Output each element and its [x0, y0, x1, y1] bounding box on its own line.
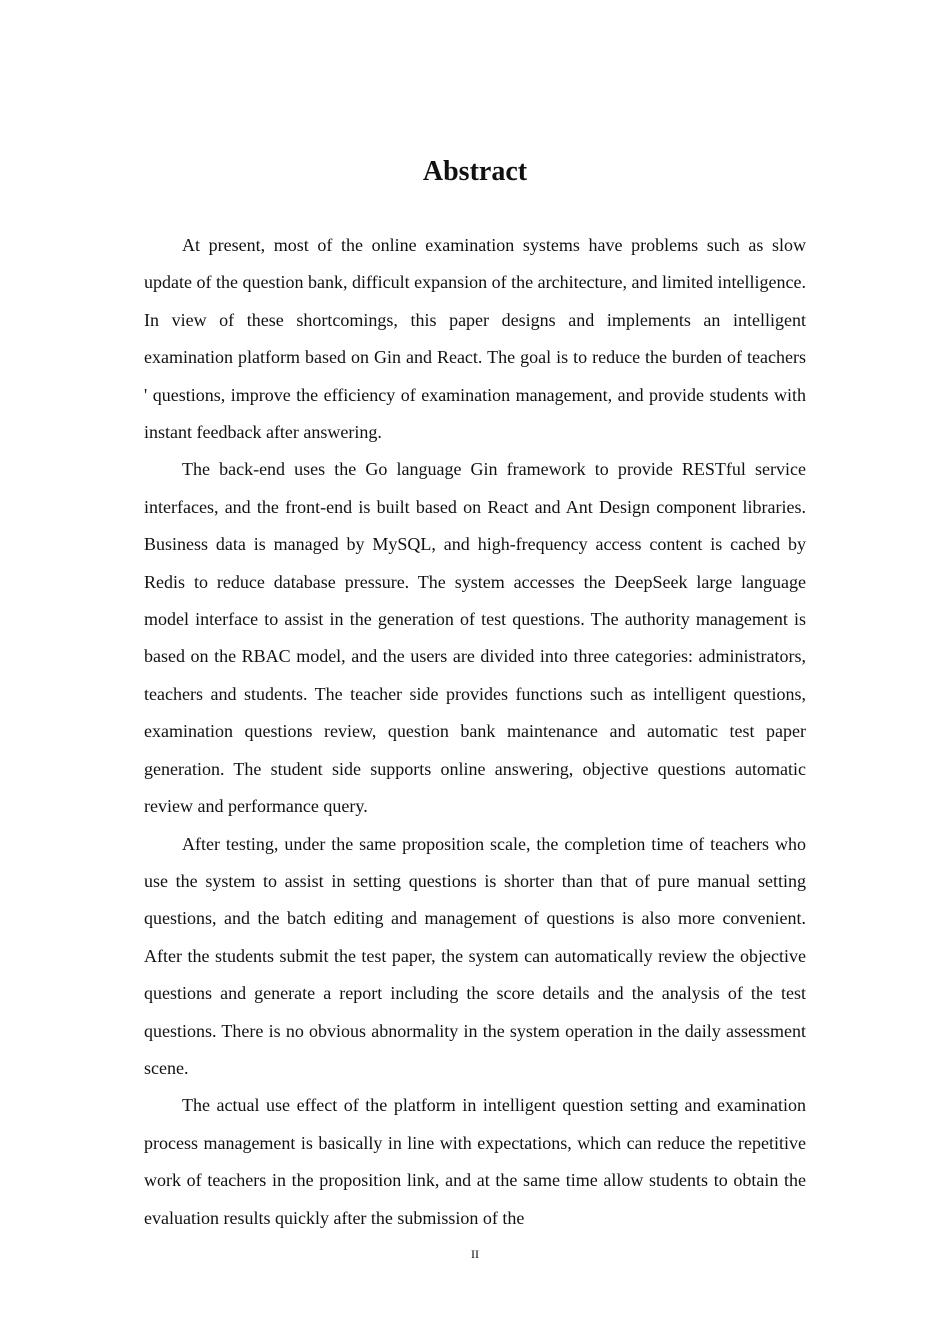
page-number: II [471, 1247, 479, 1261]
abstract-paragraph-1: At present, most of the online examination systems have problems such as slow update of the question bank, difficult expansion of the architecture, and limited intelligence. In view of these shortcomings, this paper designs and implements an intelligent examination platform based on Gin and React. The goal is to reduce the burden of teachers ' questions, improve the efficiency of examination management, and provide students with instant feedback after answering. [144, 235, 806, 443]
abstract-paragraph-2: The back-end uses the Go language Gin framework to provide RESTful service interfaces, and the front-end is built based on React and Ant Design component libraries. Business data is managed by MySQL, and high-frequency access content is cached by Redis to reduce database pressure. The system accesses the DeepSeek large language model interface to assist in the generation of test questions. The authority management is based on the RBAC model, and the users are divided into three categories: administrators, teachers and students. The teacher side provides functions such as intelligent questions, examination questions review, question bank maintenance and automatic test paper generation. The student side supports online answering, objective questions automatic review and performance query. [144, 459, 806, 817]
abstract-paragraph-3: After testing, under the same proposition scale, the completion time of teachers who use the system to assist in setting questions is shorter than that of pure manual setting questions, and the batch editing and management of questions is also more convenient. After the students submit the test paper, the system can automatically review the objective questions and generate a report including the score details and the analysis of the test questions. There is no obvious abnormality in the system operation in the daily assessment scene. [144, 833, 806, 1078]
page-title: Abstract [422, 156, 528, 187]
abstract-body [144, 227, 806, 1237]
abstract-paragraph-4: The actual use effect of the platform in intelligent question setting and examination process management is basically in line with expectations, which can reduce the repetitive work of teachers in the proposition link, and at the same time allow students to obtain the evaluation results quickly after the submission of the [144, 1095, 806, 1228]
